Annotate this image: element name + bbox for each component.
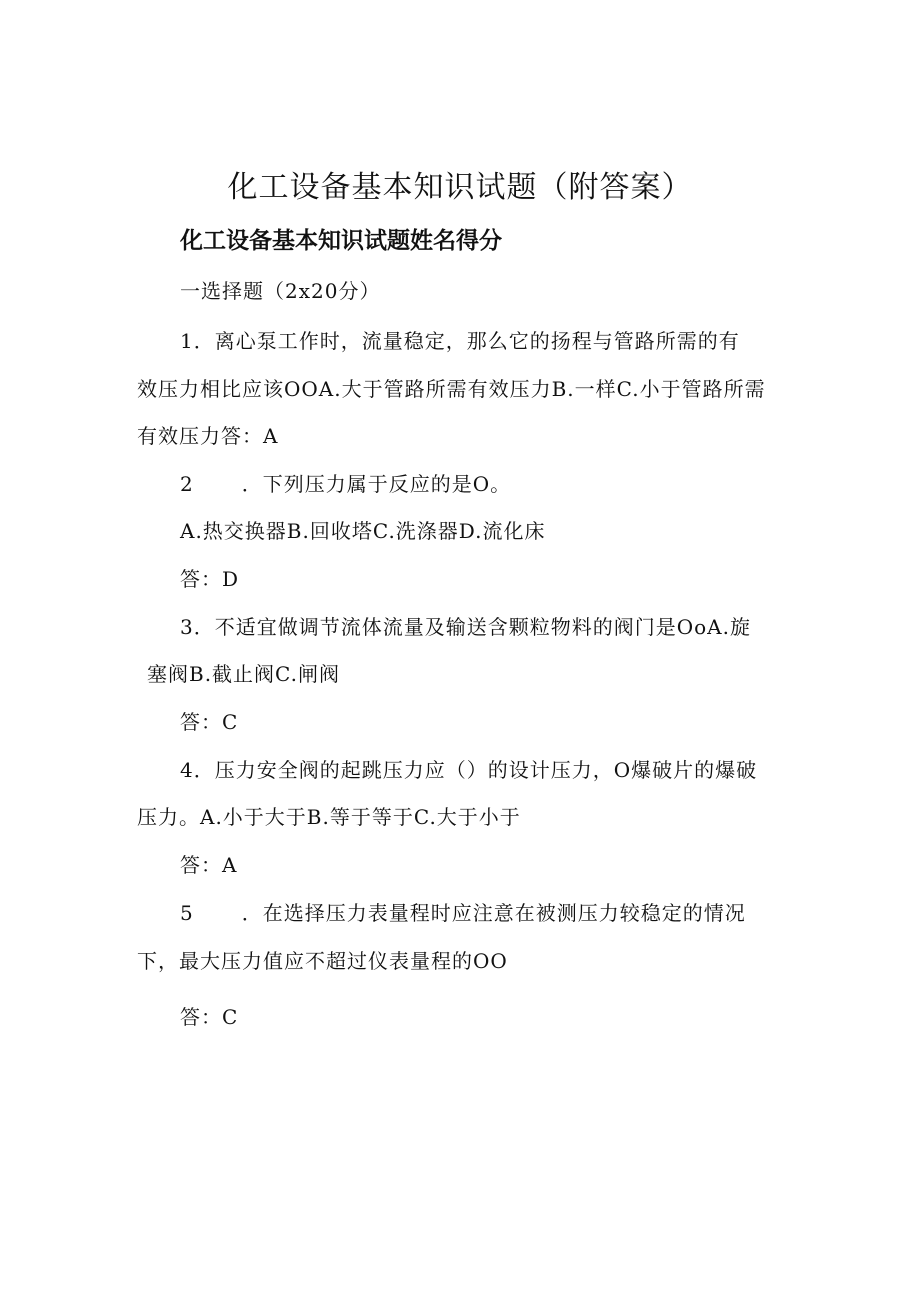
section-heading: 一选择题（2x20分）	[180, 279, 381, 303]
question-2-answer: 答：D	[180, 567, 240, 591]
question-5-answer: 答：C	[180, 1005, 239, 1029]
question-3-line-2: 塞阀B.截止阀C.闸阀	[147, 662, 341, 686]
question-3-line-1: 3．不适宜做调节流体流量及输送含颗粒物料的阀门是OoA.旋	[180, 615, 751, 639]
question-5-continuation: 下，最大压力值应不超过仪表量程的OO	[137, 949, 508, 973]
question-2-options: A.热交换器B.回收塔C.洗涤器D.流化床	[180, 519, 546, 543]
question-5-text: ．在选择压力表量程时应注意在被测压力较稳定的情况	[241, 901, 746, 925]
question-4-line-1: 4．压力安全阀的起跳压力应（）的设计压力，O爆破片的爆破	[180, 758, 758, 782]
question-2-stem	[180, 469, 511, 499]
question-1-line-2: 效压力相比应该OOA.大于管路所需有效压力B.一样C.小于管路所需	[137, 377, 766, 401]
question-3-answer: 答：C	[180, 710, 239, 734]
question-4-answer: 答：A	[180, 853, 238, 877]
question-1-line-3: 有效压力答：A	[137, 424, 279, 448]
question-5-number: 5	[180, 901, 194, 925]
question-4-line-2: 压力。A.小于大于B.等于等于C.大于小于	[137, 805, 521, 829]
question-5-stem	[180, 898, 746, 928]
question-2-number: 2	[180, 472, 194, 496]
question-2-text: ．下列压力属于反应的是O。	[241, 472, 512, 496]
document-title: 化工设备基本知识试题（附答案）	[227, 170, 693, 205]
document-subtitle: 化工设备基本知识试题姓名得分	[180, 228, 502, 254]
question-1-line-1: 1．离心泵工作时，流量稳定，那么它的扬程与管路所需的有	[180, 329, 740, 353]
